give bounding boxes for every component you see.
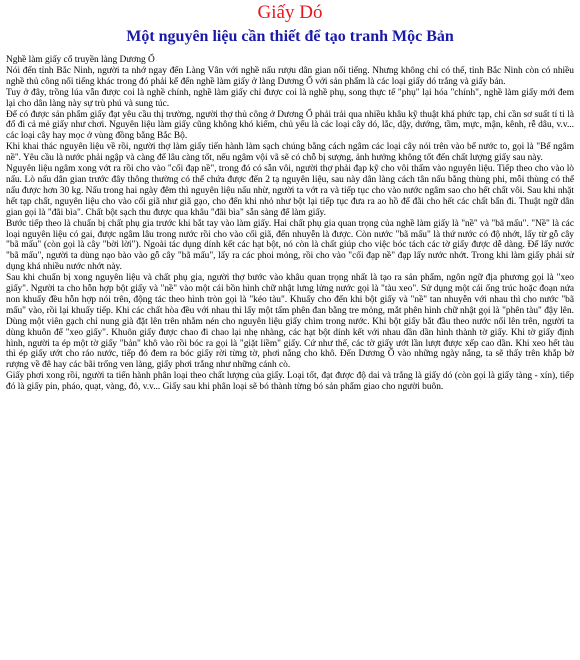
page-subtitle: Một nguyên liệu cần thiết để tạo tranh Mộc Bản (126, 28, 454, 45)
paragraph: Tuy ở đây, trồng lúa vẫn được coi là nghề chính, nghề làm giấy chỉ được coi là nghề phụ, song thực tế "phụ" lại hóa "chính", nghề làm giấy mới đem lại cho dân làng này sự trù phú và sung túc. (6, 87, 574, 109)
article-body (6, 55, 574, 393)
paragraph: Bước tiếp theo là chuẩn bị chất phụ gia trước khi bắt tay vào làm giấy. Hai chất phụ gia quan trọng của nghề làm giấy là "nề" và "bã mấu". "Nề" là các loại nguyên liệu có gai, được ngâm lâu trong nước rồi cho vào cối giã, đến nhuyễn là được. Còn nước "bã mấu" là thứ nước có độ nhớt, lấy từ gỗ cây "bã mấu" (còn gọi là cây "bời lời"). Ngoài tác dụng dính kết các hạt bột, nó còn là chất giúp cho việc bóc tách các tờ giấy được dễ dàng. Để lấy nước "bã mấu", người ta dùng nạo bào vào gỗ cây "bã mấu", lấy ra các phoi mỏng, rồi cho vào "cối đạp nề" đạp lấy nước nhớt. Trong khi làm giấy phải sử dụng khá nhiều nước nhớt này. (6, 218, 574, 273)
page-title: Giấy Dó (257, 2, 323, 23)
paragraph-heading: Nghề làm giấy cổ truyền làng Dương Ổ (6, 55, 155, 65)
page (0, 2, 580, 393)
paragraph: Giấy phơi xong rồi, người ta tiến hành phân loại theo chất lượng của giấy. Loại tốt, đạt được độ dai và trắng là giấy dó (còn gọi là giấy tàng - xín), tiếp đó là giấy pin, pháo, quạt, vàng, đỏ, v.v... Giấy sau khi phân loại sẽ bó thành từng bó sản phẩm giao cho người buôn. (6, 371, 574, 393)
paragraph: Khi khai thác nguyên liệu về rồi, người thợ làm giấy tiến hành làm sạch chúng bằng cách ngâm các loại cây nói trên vào bể nước to, gọi là "Bể ngâm nề". Yêu cầu là nước phải ngập và càng để lâu càng tốt, nếu ngâm vội vã sẽ có chỗ bị sượng, ảnh hưởng không tốt đến chất lượng giấy sau này. (6, 142, 574, 164)
paragraph: Nguyên liệu ngâm xong vớt ra rồi cho vào "cối đạp nề", trong đó có sẵn vôi, người thợ phải đạp kỹ cho vôi thấm vào nguyên liệu. Tiếp theo cho vào lò nấu. Lò nấu dân gian trước đây thông thường có thể chứa được đến 2 tạ nguyên liệu, sau này dân làng cách tân nấu bằng thùng phi, mỗi thùng có thể nấu được hơn 30 kg. Nấu trong hai ngày đêm thì nguyên liệu nấu nhừ, người ta vớt ra và tiếp tục cho vào nước ngâm sao cho hết chất vôi. Sau khi nhặt hết tạp chất, nguyên liệu cho vào cối giã như giã gạo, cho đến khi nhỏ như bột lại tiếp tục đưa ra ao hồ để đãi cho hết các chất bẩn đi. Thuật ngữ dân gian gọi là "đãi bìa". Chất bột sạch thu được qua khâu "đãi bìa" sẵn sàng để làm giấy. (6, 164, 574, 218)
paragraph: Để có được sản phẩm giấy đạt yêu cầu thị trường, người thợ thủ công ở Dương Ổ phải trải qua nhiều khâu kỹ thuật khá phức tạp, chỉ cần sơ suất tí ti là đổ đi cả mẻ giấy như chơi. Nguyên liệu làm giấy cũng không khó kiếm, chủ yếu là các loại cây dó, lắc, dậy, dướng, tầm, mực, mận, kênh, rễ dâu, v.v... các loại cây hay mọc ở vùng đồng bằng Bắc Bộ. (6, 109, 574, 142)
paragraph: Nói đến tỉnh Bắc Ninh, người ta nhớ ngay đến Làng Vân với nghề nấu rượu dân gian nổi tiếng. Nhưng không chỉ có thế, tỉnh Bắc Ninh còn có nhiều nghề thủ công nổi tiếng khác trong đó phải kể đến nghề làm giấy ở làng Dương Ổ với sản phẩm là các loại giấy dó trắng và giấy bản. (6, 65, 574, 87)
paragraph: Sau khi chuẩn bị xong nguyên liệu và chất phụ gia, người thợ bước vào khâu quan trọng nhất là tạo ra sản phẩm, ngôn ngữ địa phương gọi là "xeo giấy". Người ta cho hỗn hợp bột giấy và "nề" vào một cái bồn hình chữ nhật lưng lửng nước gọi là "tàu xeo". Sử dụng một cái ống trúc hoặc đoạn nứa non khuấy đều hỗn hợp nói trên, động tác theo hình tròn gọi là "kéo tàu". Khuấy cho đến khi bột giấy và "nề" tan nhuyễn với nhau thì cho nước "bã mấu" vào, rồi lại khuấy tiếp. Khi các chất hòa đều với nhau thì lấy một tấm phên đan bằng tre mỏng, mắt phên hình chữ nhật gọi là "phên tàu" đậy lên. Dùng một viên gạch chỉ nung già đặt lên trên nhằm nén cho nguyên liệu giấy chìm trong nước. Khi bột giấy bắt đầu theo nước nổi lên trên, người ta dùng khuôn để "xeo giấy". Khuôn giấy được chao đi chao lại nhẹ nhàng, các hạt bột dính kết với nhau dần dần hình thành tờ giấy. Khi tờ giấy định hình, người ta ép một tờ giấy "bản" khô vào rồi bóc ra gọi là "giặt liềm" giấy. Cứ như thế, các tờ giấy ướt lần lượt được xếp cao dần. Khi xeo hết tàu thì ép giấy ướt cho ráo nước, tiếp đó đem ra bóc giấy rời từng tờ, phơi nắng cho khô. Đến Dương Ổ vào những ngày nắng, ta sẽ thấy trên khắp bờ rượng về đê hay các bãi trống ven làng, giấy phơi trắng như những cánh cò. (6, 273, 574, 371)
